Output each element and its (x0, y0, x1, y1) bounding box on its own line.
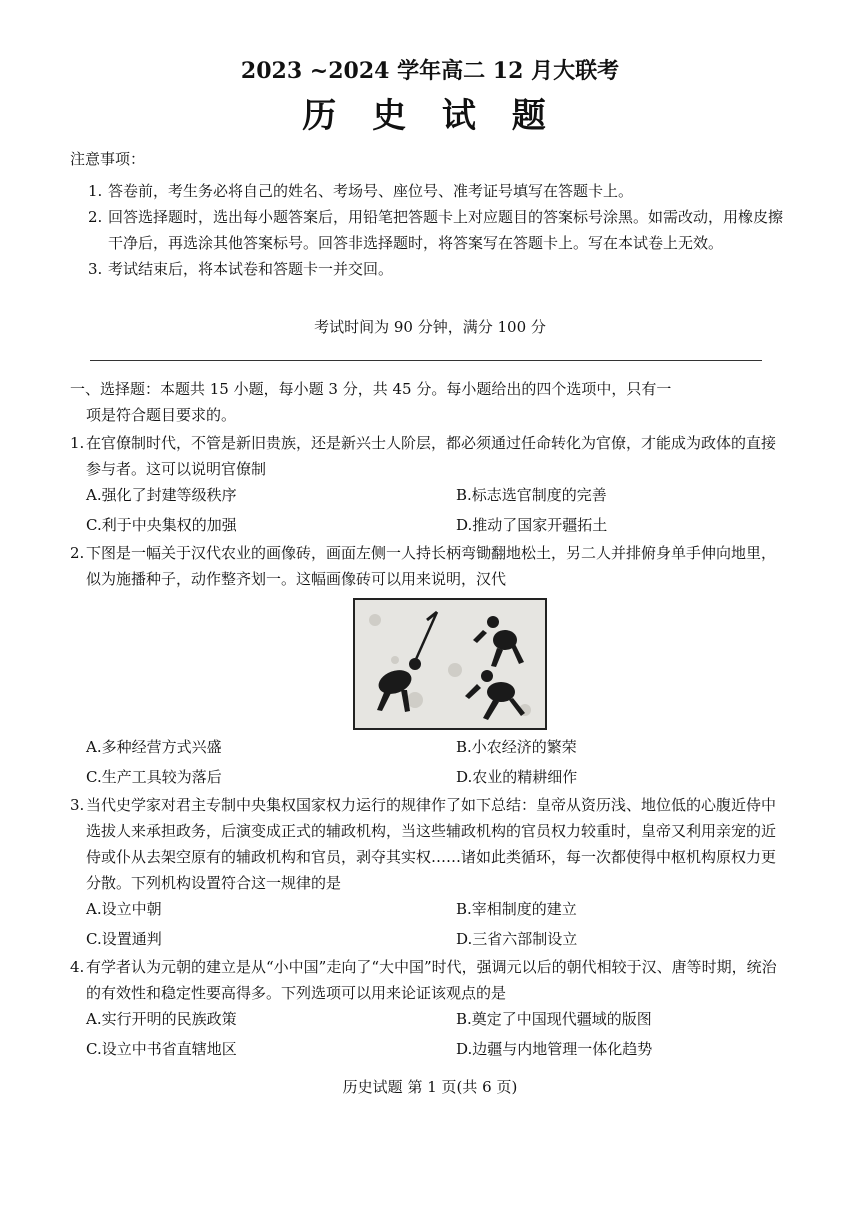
option-b: B.奠定了中国现代疆域的版图 (456, 1010, 652, 1028)
question-stem (70, 954, 790, 1006)
figure-container (70, 598, 790, 730)
question-4 (70, 954, 790, 1062)
question-number: 3. (70, 796, 85, 814)
option-b: B.宰相制度的建立 (456, 900, 577, 918)
option-a: A.强化了封建等级秩序 (86, 486, 237, 504)
question-stem (70, 430, 790, 482)
option-grid (70, 896, 790, 952)
option-c: C.利于中央集权的加强 (86, 516, 237, 534)
notice-item-text: 考试结束后，将本试卷和答题卡一并交回。 (108, 260, 394, 278)
notice-item-number: 3. (88, 260, 103, 278)
notice-item-text: 回答选择题时，选出每小题答案后，用铅笔把答题卡上对应题目的答案标号涂黑。如需改动，用橡皮擦干净后，再选涂其他答案标号。回答非选择题时，将答案写在答题卡上。写在本试卷上无效。 (108, 208, 784, 252)
notice-item (88, 204, 788, 256)
option-grid (70, 734, 790, 790)
option-d: D.推动了国家开疆拓土 (456, 516, 608, 534)
option-d: D.农业的精耕细作 (456, 768, 578, 786)
notice-item-number: 2. (88, 208, 103, 226)
option-c: C.生产工具较为落后 (86, 768, 222, 786)
notice-item (88, 178, 788, 204)
option-grid (70, 1006, 790, 1062)
question-2 (70, 540, 790, 790)
question-stem (70, 792, 790, 896)
option-a: A.设立中朝 (86, 900, 162, 918)
question-text: 下图是一幅关于汉代农业的画像砖，画面左侧一人持长柄弯锄翻地松土，另二人并排俯身单手伸向地里，似为施播种子，动作整齐划一。这幅画像砖可以用来说明，汉代 (86, 544, 777, 588)
question-text: 在官僚制时代，不管是新旧贵族，还是新兴士人阶层，都必须通过任命转化为官僚，才能成为政体的直接参与者。这可以说明官僚制 (86, 434, 777, 478)
section-heading-line1: 一、选择题：本题共 15 小题，每小题 3 分，共 45 分。每小题给出的四个选项中，只有一 (70, 380, 672, 398)
han-brick-image (353, 598, 547, 730)
brick-relief-illustration (355, 600, 545, 728)
notice-heading: 注意事项： (70, 150, 146, 168)
option-b: B.小农经济的繁荣 (456, 738, 577, 756)
question-number: 1. (70, 434, 85, 452)
question-3 (70, 792, 790, 952)
question-number: 2. (70, 544, 85, 562)
section-heading (70, 376, 790, 428)
page-footer: 历史试题 第 1 页(共 6 页) (342, 1078, 518, 1096)
notice-item-text: 答卷前，考生务必将自己的姓名、考场号、座位号、准考证号填写在答题卡上。 (108, 182, 634, 200)
notice-list (88, 178, 788, 282)
question-stem (70, 540, 790, 592)
option-c: C.设立中书省直辖地区 (86, 1040, 237, 1058)
exam-title-subject: 历 史 试 题 (302, 96, 558, 136)
question-text: 有学者认为元朝的建立是从“小中国”走向了“大中国”时代，强调元以后的朝代相较于汉、唐等时期，统治的有效性和稳定性要高得多。下列选项可以用来论证该观点的是 (86, 958, 777, 1002)
option-c: C.设置通判 (86, 930, 162, 948)
option-d: D.边疆与内地管理一体化趋势 (456, 1040, 653, 1058)
question-number: 4. (70, 958, 85, 976)
divider-line (90, 360, 762, 361)
option-a: A.多种经营方式兴盛 (86, 738, 222, 756)
exam-title-line1: 2023 ~2024 学年高二 12 月大联考 (240, 58, 620, 84)
option-grid (70, 482, 790, 538)
notice-item-number: 1. (88, 182, 103, 200)
question-1 (70, 430, 790, 538)
notice-item (88, 256, 788, 282)
option-a: A.实行开明的民族政策 (86, 1010, 237, 1028)
exam-content (70, 376, 790, 1062)
question-text: 当代史学家对君主专制中央集权国家权力运行的规律作了如下总结：皇帝从资历浅、地位低的心腹近侍中选拔人来承担政务，后演变成正式的辅政机构，当这些辅政机构的官员权力较重时，皇帝又利用亲宠的近侍或仆从去架空原有的辅政机构和官员，剥夺其实权……诸如此类循环，每一次都使得中枢机构原权力更分散。下列机构设置符合这一规律的是 (86, 796, 777, 892)
exam-time-info: 考试时间为 90 分钟，满分 100 分 (314, 318, 546, 336)
option-b: B.标志选官制度的完善 (456, 486, 607, 504)
section-heading-line2: 项是符合题目要求的。 (86, 406, 237, 424)
option-d: D.三省六部制设立 (456, 930, 578, 948)
